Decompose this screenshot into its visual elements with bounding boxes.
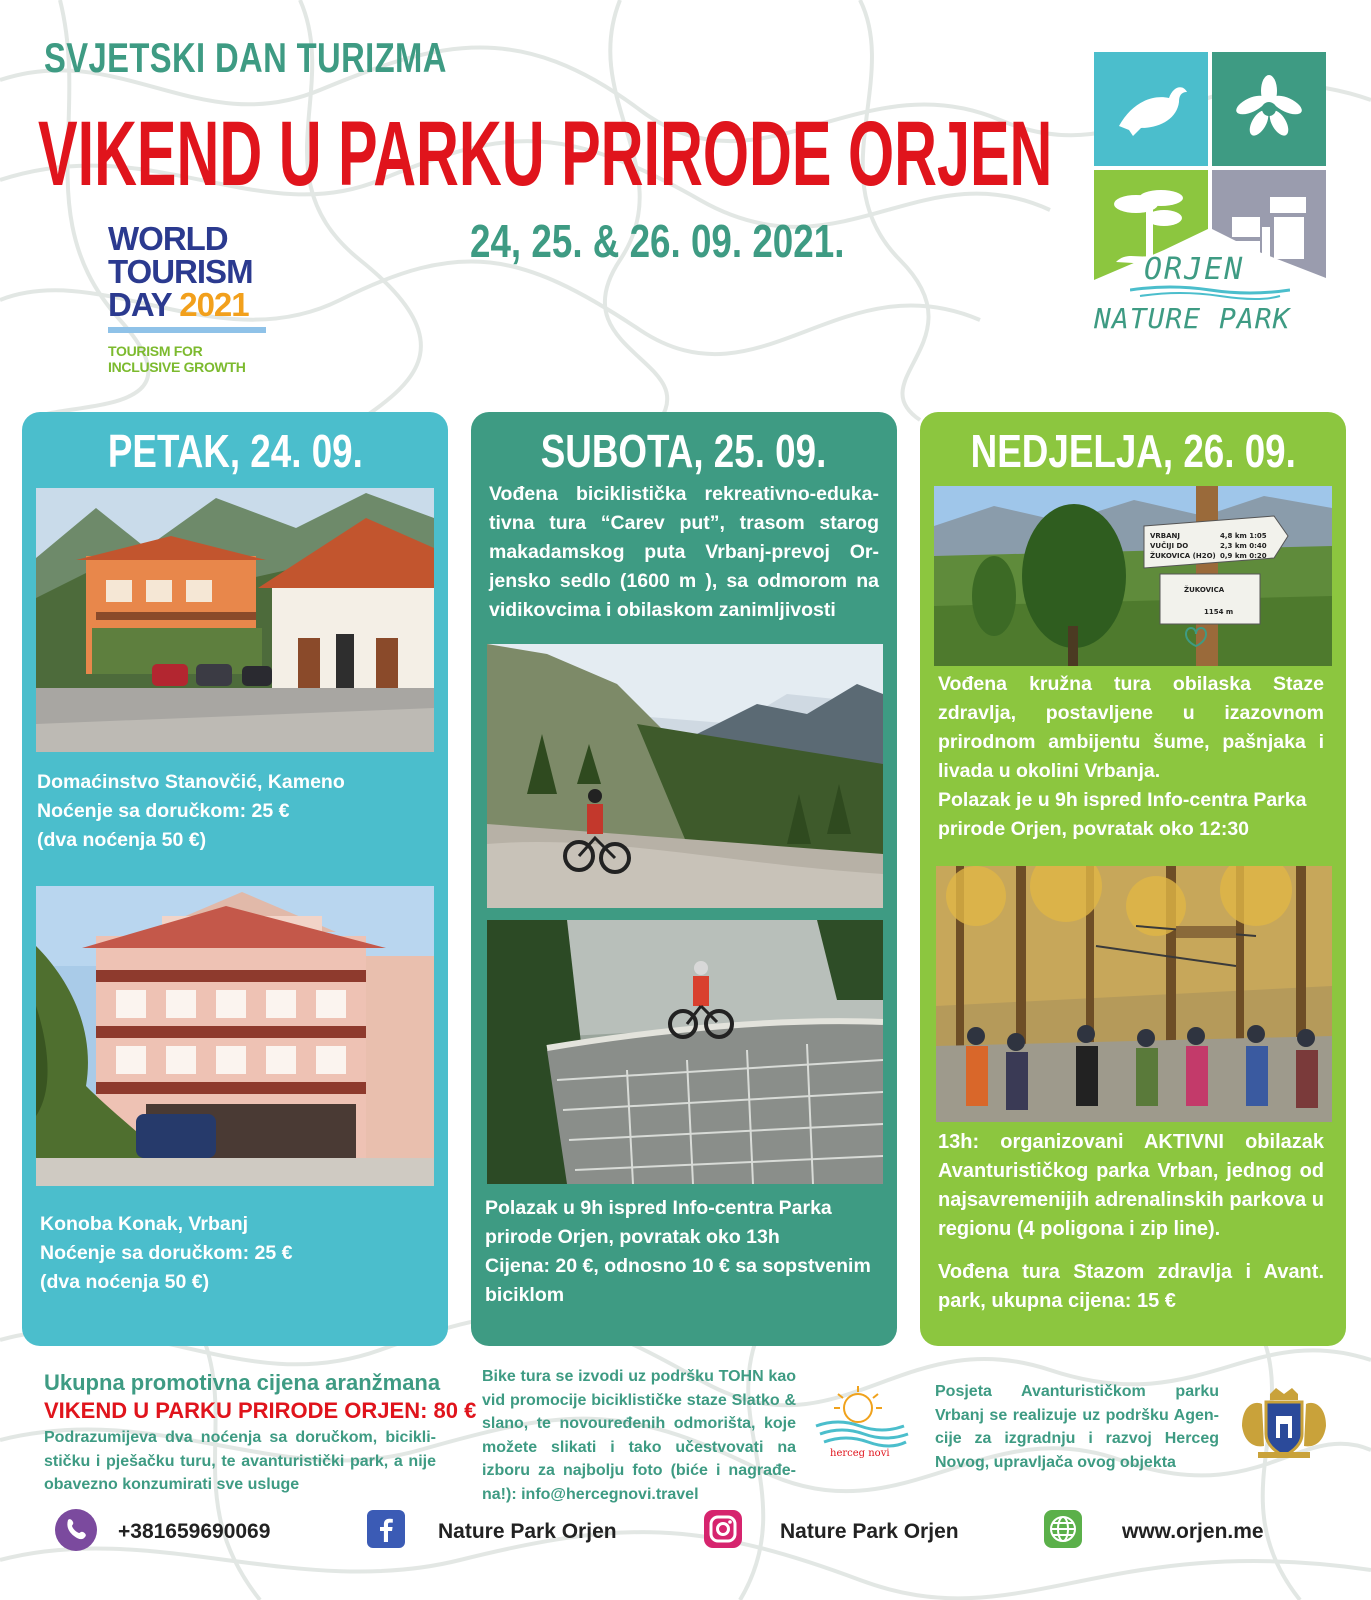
day-heading-text: SUBOTA, 25. 09. xyxy=(541,425,827,477)
sign-line-zukovica-h2o: ŽUKOVICA (H2O) xyxy=(1150,552,1216,560)
sign-dist-2: 2,3 km 0:40 xyxy=(1220,542,1267,550)
event-title: VIKEND U PARKU PRIRODE ORJEN xyxy=(38,103,1053,205)
orjen-nature-park-logo xyxy=(1094,52,1326,335)
wtd-bar xyxy=(108,327,266,333)
website-link[interactable]: www.orjen.me xyxy=(1122,1520,1264,1543)
instagram-link[interactable]: Nature Park Orjen xyxy=(780,1520,959,1543)
health-trail-text: Vođena kružna tura obilaska Staze zdravlja, postavljene u izazovnom prirodnom ambijentu šume, pašnjaka i livada u okolini Vrbanja. xyxy=(938,673,1324,782)
facebook-icon[interactable] xyxy=(367,1510,405,1548)
wtd-tagline-2: INCLUSIVE GROWTH xyxy=(108,359,246,375)
flower-icon xyxy=(1212,52,1326,166)
day-heading xyxy=(471,424,897,478)
day-column-saturday xyxy=(471,412,897,1346)
accommodation-1-text: Domaćinstvo Stanovčić, Kameno Noćenje sa doručkom: 25 € (dva noćenja 50 €) xyxy=(37,771,345,851)
sign-line-vuciji-do: VUČIJI DO xyxy=(1150,542,1189,550)
trail-sign-photo xyxy=(934,486,1332,666)
event-dates: 24, 25. & 26. 09. 2021. xyxy=(470,215,845,267)
wtd-line1: WORLD xyxy=(108,220,228,257)
sign-altitude: 1154 m xyxy=(1204,608,1234,616)
viber-icon[interactable] xyxy=(54,1508,98,1552)
day-heading-text: NEDJELJA, 26. 09. xyxy=(970,425,1296,477)
wtd-day: DAY xyxy=(108,286,180,323)
adventure-park-support-text: Posjeta Avanturističkom parku Vrbanj se realizuje uz podršku Agen-cije za izgradnju i razvoj Herceg Novog, upravljača ovog objekta xyxy=(935,1383,1219,1471)
combined-tour-price: Vođena tura Stazom zdravlja i Avant. park, ukupna cijena: 15 € xyxy=(938,1261,1324,1312)
house-photo xyxy=(36,488,434,752)
herceg-novi-coat-of-arms xyxy=(1236,1386,1332,1462)
instagram-icon[interactable] xyxy=(704,1510,742,1548)
day-heading-text: PETAK, 24. 09. xyxy=(107,425,363,477)
herceg-novi-logo-text: herceg novi xyxy=(830,1448,890,1459)
bike-tour-details: Polazak u 9h ispred Info-centra Parka prirode Orjen, povratak oko 13h Cijena: 20 €, odnosno 10 € sa sopstvenim biciklom xyxy=(485,1197,871,1306)
phone-number[interactable]: +381659690069 xyxy=(118,1520,271,1543)
adventure-park-text: 13h: organizovani AKTIVNI obilazak Avanturističkog parka Vrban, jednog od najsavremenijih adrenalinskih parkova u regionu (4 poligona i zip line). xyxy=(938,1131,1324,1240)
park-name-nature-park: NATURE PARK xyxy=(1094,302,1291,335)
facebook-link[interactable]: Nature Park Orjen xyxy=(438,1520,617,1543)
sign-dist-1: 4,8 km 1:05 xyxy=(1220,532,1267,540)
accommodation-2-text: Konoba Konak, Vrbanj Noćenje sa doručkom: 25 € (dva noćenja 50 €) xyxy=(40,1213,293,1293)
bike-support-text: Bike tura se izvodi uz podršku TOHN kao vid promocije biciklističke staze Slatko & slano, te novouređenih odmorišta, koje možete slikati i tako učestvovati na izboru za najbolju foto (biće i nagrađe-na!): info@hercegnovi.travel xyxy=(482,1368,796,1503)
mountain-biker-photo xyxy=(487,644,883,908)
herceg-novi-logo xyxy=(808,1380,912,1460)
wtd-line2: TOURISM xyxy=(108,253,253,290)
sign-zukovica: ŽUKOVICA xyxy=(1184,586,1225,594)
health-trail-departure: Polazak je u 9h ispred Info-centra Parka prirode Orjen, povratak oko 12:30 xyxy=(938,789,1307,840)
water-wave-graphic xyxy=(1130,284,1290,300)
bike-tour-intro: Vođena biciklistička rekreativno-eduka-tivna tura “Carev put”, trasom starog makadamskog puta Vrbanj-prevoj Or-jensko sedlo (1600 m ), sa odmorom na vidikovcima i obilaskom zanimljivosti xyxy=(489,483,879,621)
world-tourism-day-logo xyxy=(108,222,278,375)
event-subtitle: SVJETSKI DAN TURIZMA xyxy=(44,34,447,81)
day-column-sunday xyxy=(920,412,1346,1346)
wtd-tagline xyxy=(108,343,278,375)
sign-line-vrbanj: VRBANJ xyxy=(1150,532,1181,540)
day-heading xyxy=(22,424,448,478)
hotel-photo xyxy=(36,886,434,1186)
wtd-year: 2021 xyxy=(179,286,249,323)
bird-icon xyxy=(1094,52,1208,166)
park-name-orjen: ORJEN xyxy=(1144,252,1245,287)
promo-heading: Ukupna promotivna cijena aranžmana xyxy=(44,1370,441,1395)
wtd-tagline-1: TOURISM FOR xyxy=(108,343,203,359)
promo-price: VIKEND U PARKU PRIRODE ORJEN: 80 € xyxy=(44,1398,477,1423)
day-column-friday xyxy=(22,412,448,1346)
adventure-park-photo xyxy=(936,866,1332,1122)
wtd-line3 xyxy=(108,288,278,321)
stone-wall-biker-photo xyxy=(487,920,883,1184)
sign-dist-3: 0,9 km 0:20 xyxy=(1220,552,1267,560)
promo-description: Podrazumijeva dva noćenja sa doručkom, bicikli-stičku i pješačku turu, te avanturistički park, a nije obavezno konzumirati sve usluge xyxy=(44,1429,436,1493)
globe-icon[interactable] xyxy=(1044,1510,1082,1548)
day-heading xyxy=(920,424,1346,478)
